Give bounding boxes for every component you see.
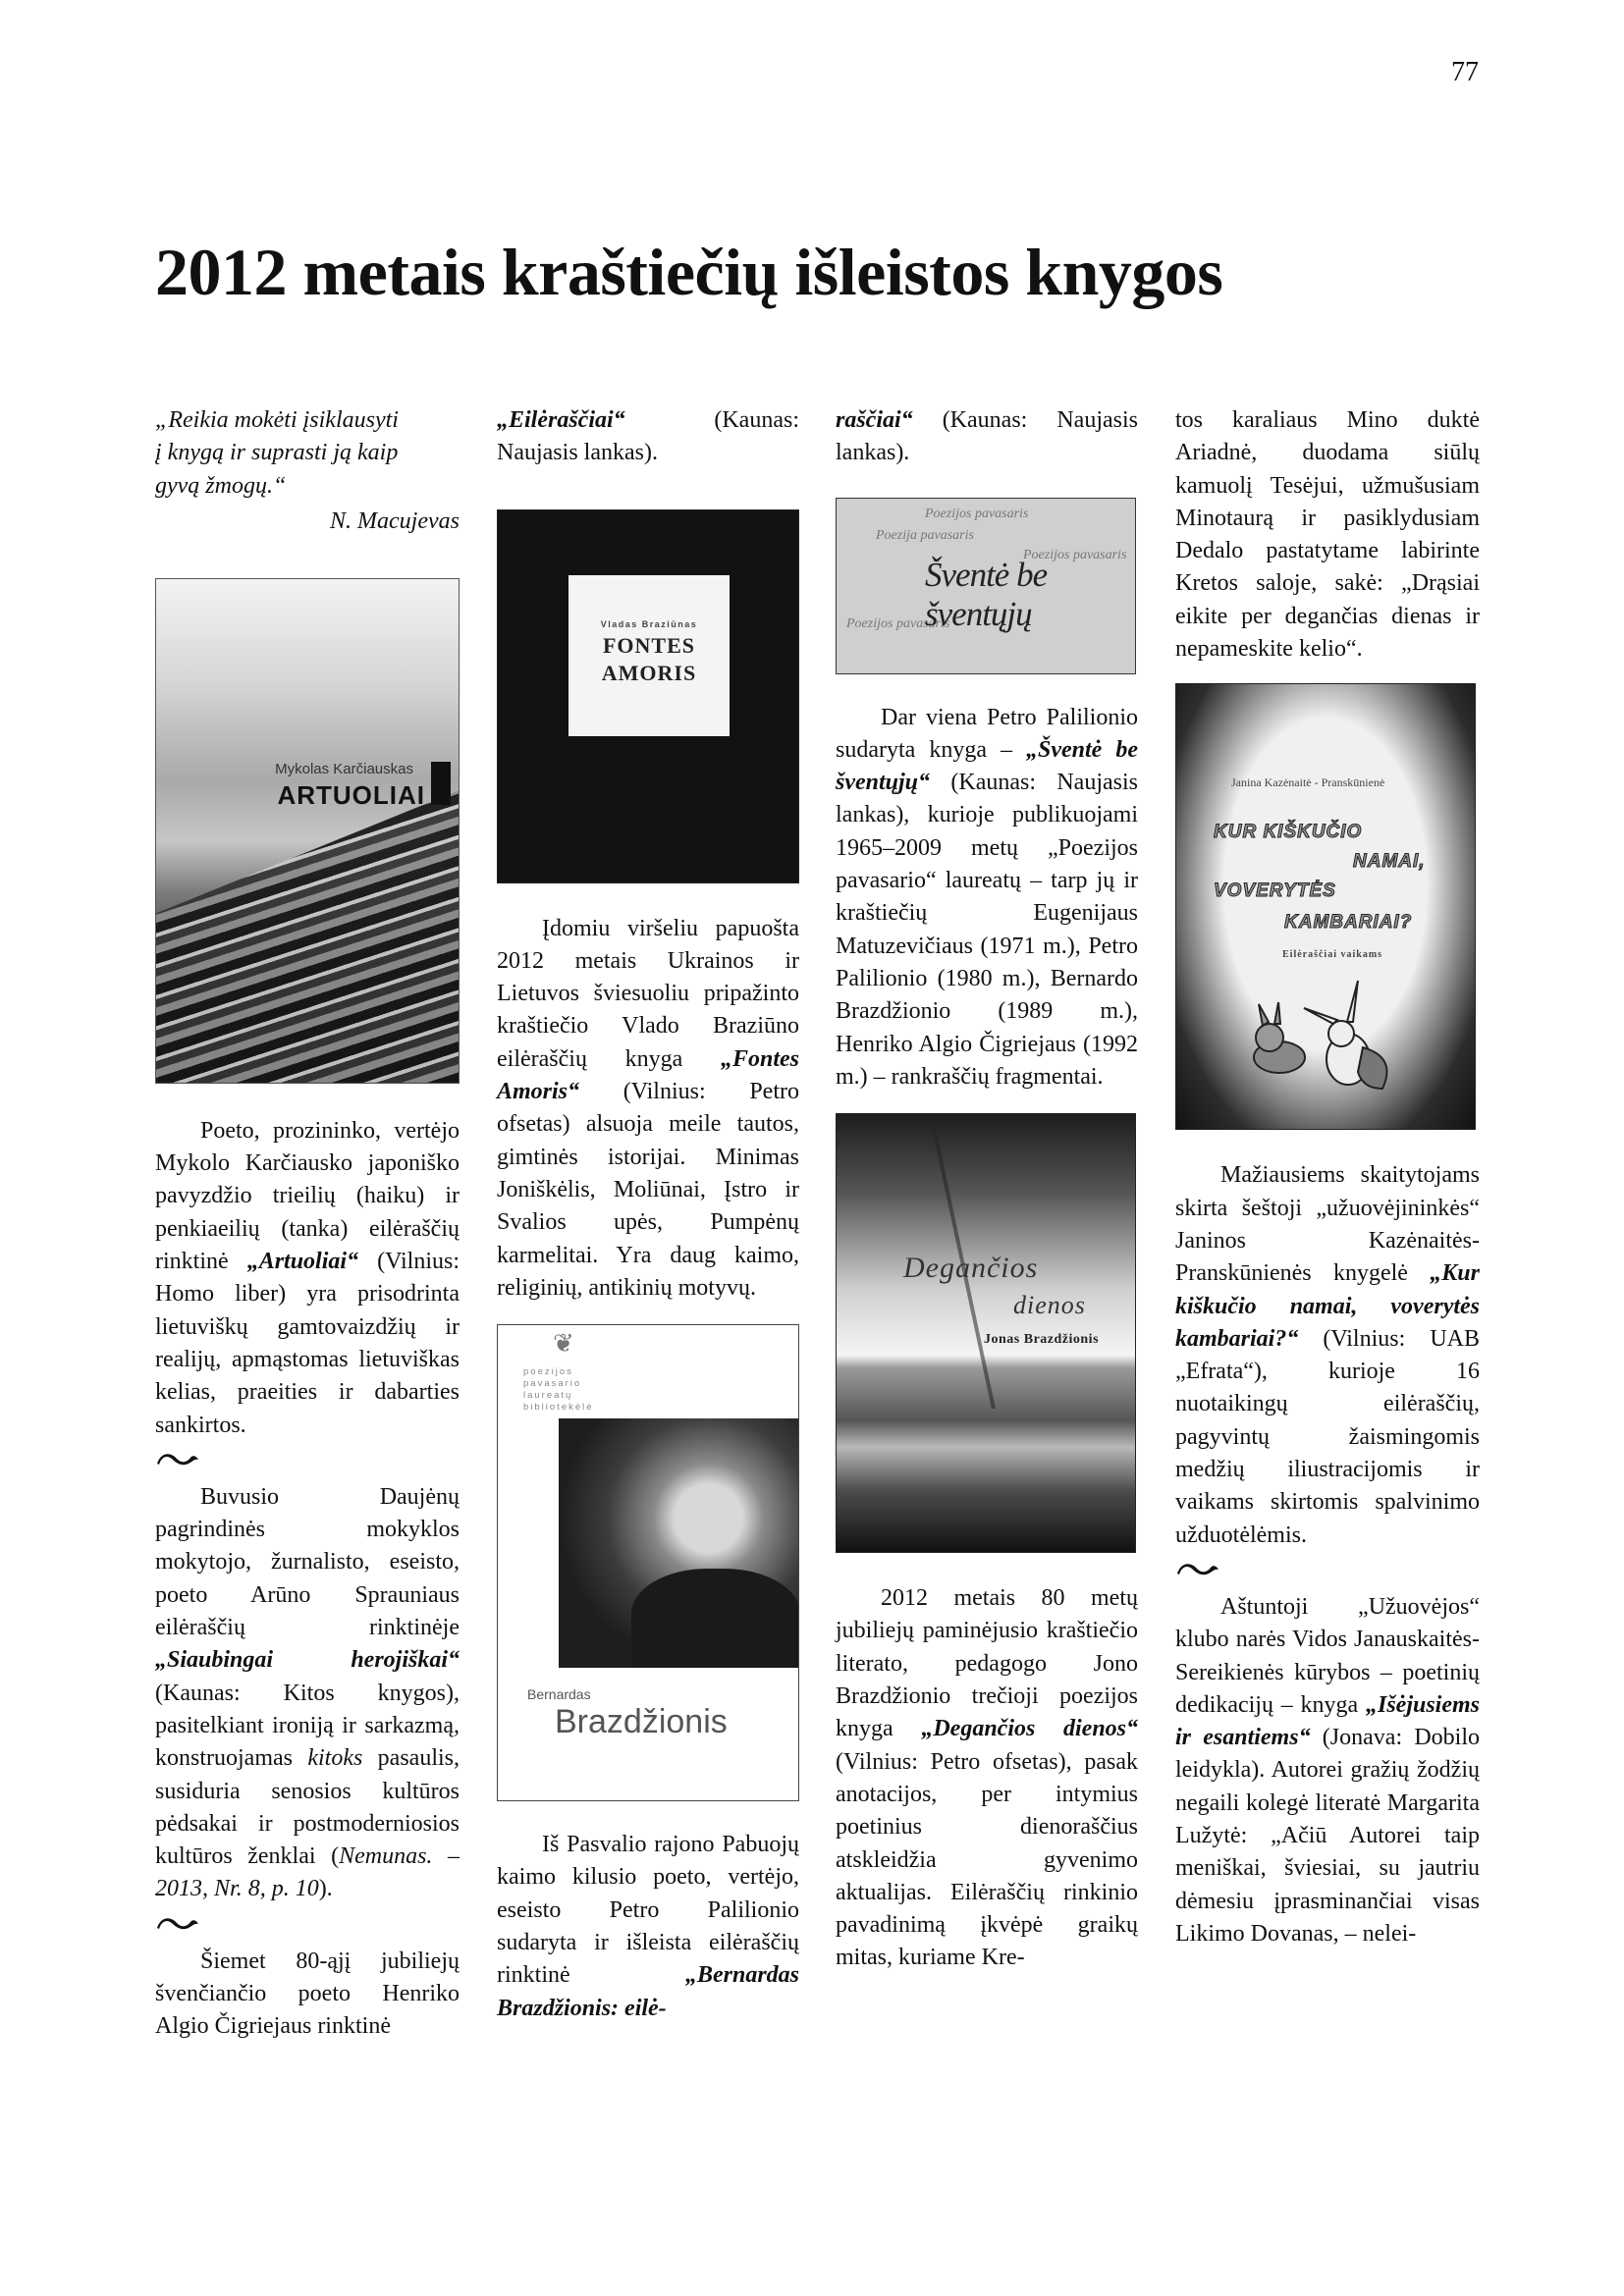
text: 2012 metais 80 metų jubiliejų paminėjusio kraštiečio literato, pedagogo Jono Brazdžionio trečioji poezijos knyga: [836, 1585, 1138, 1742]
book-title: „Išėjusiems ir esantiems“: [1175, 1691, 1480, 1751]
cover-label: [568, 575, 730, 736]
book-cover-kur-kiskucio-namai: [1175, 683, 1476, 1130]
text: Mažiausiems skaitytojams skirta šeštoji „užuovėjininkės“ Janinos Kazėnaitės-Pranskūnienės knygelė: [1175, 1162, 1480, 1287]
book-title: „Artuoliai“: [246, 1249, 359, 1275]
epigraph-author: N. Macujevas: [330, 507, 460, 534]
text: (Kaunas: Naujasis lankas).: [836, 407, 1138, 466]
article-artuoliai: [155, 1115, 460, 1442]
book-title: „Siaubingai herojiškai“: [155, 1647, 460, 1674]
cover-title: Degančios: [903, 1252, 1039, 1285]
source-citation: Nemunas. – 2013, Nr. 8, p. 10: [155, 1843, 460, 1902]
cover-title: AMORIS: [601, 660, 697, 685]
epigraph-line: į knygą ir suprasti ją kaip: [155, 440, 399, 466]
cover-subtitle: Eilėraščiai vaikams: [1282, 949, 1383, 961]
handwriting: Poezijos pavasaris: [1023, 547, 1127, 562]
text: (Vilnius: Petro ofsetas) alsuoja meile tautos, gimtinės istorijai. Minimas Joniškėlis, Moliūnai, Įstro ir Svalios upės, Pumpėnų karmelitai. Yra daug kaimo, religinių, antikinių motyvų.: [497, 1079, 799, 1301]
text: Poeto, prozininko, vertėjo Mykolo Karčiausko japoniško pavyzdžio trieilių (haiku) ir penkiaeilių (tanka) eilėraščių rinktinė: [155, 1117, 460, 1275]
book-cover-fontes-amoris: [497, 509, 799, 883]
page-title: 2012 metais kraštiečių išleistos knygos: [155, 235, 1223, 309]
article-siaubingai: [155, 1481, 460, 1906]
cover-last-name: Brazdžionis: [555, 1703, 728, 1741]
cover-title: VOVERYTĖS: [1214, 881, 1336, 902]
book-cover-bernardas-brazdzionis: [497, 1324, 799, 1801]
cover-title: Šventė be šventųjų: [925, 555, 1048, 633]
rabbit-and-squirrel-illustration: [1235, 979, 1402, 1096]
text: (Vilnius: UAB „Efrata“), kurioje 16 nuotaikingų eilėraščių, pagyvintų žaismingomis medžių iliustracijomis ir vaikams skirtomis spalvinimo užduotėlėmis.: [1175, 1325, 1480, 1548]
article-bernardas-start: [497, 1829, 799, 2025]
column-4: [1175, 404, 1480, 1950]
cover-title: ARTUOLIAI: [277, 779, 425, 810]
article-svente: [836, 702, 1138, 1095]
cover-title: dienos: [1013, 1291, 1086, 1320]
cover-title: KUR KIŠKUČIO: [1214, 822, 1363, 843]
epigraph-line: gyvą žmogų.“: [155, 472, 287, 499]
series-line: pavasario: [523, 1378, 582, 1390]
book-title: „Eilėraščiai“: [497, 407, 625, 433]
text: (Kaunas: Kitos knygos), pasitelkiant ironiją ir sarkazmą, konstruojamas: [155, 1680, 460, 1772]
book-title: „Kur kiškučio namai, voverytės kambariai?“: [1175, 1260, 1480, 1352]
cover-author: Vladas Braziūnas: [600, 618, 698, 629]
article-degancios-end: tos karaliaus Mino duktė Ariadnė, duodama siūlų kamuolį Tesėjui, užmušusiam Minotaurą ir pasiklydusiam Dedalo pastatytame labirinte Kretos saloje, sakė: „Drąsiai eikite per degančias dienas ir nepameskite kelio“.: [1175, 407, 1480, 663]
text: Šiemet 80-ąjį jubiliejų švenčiančio poeto Henriko Algio Čigriejaus rinktinė: [155, 1948, 460, 2040]
book-title-part: „Bernardas Brazdžionis: eilė-: [497, 1962, 799, 2021]
book-title: „Fontes Amoris“: [497, 1045, 799, 1105]
author-portrait-photo: [559, 1418, 799, 1668]
column-2: [497, 404, 799, 2025]
book-title-part: raščiai“: [836, 407, 913, 433]
handwriting: Poezijos pavasaris: [925, 506, 1029, 521]
epigraph-line: „Reikia mokėti įsiklausyti: [155, 407, 399, 433]
handwriting: Poezijos pavasaris: [846, 615, 950, 631]
article-isejusiems: [1175, 1591, 1480, 1950]
cover-title: FONTES: [602, 632, 696, 658]
text: (Jonava: Dobilo leidykla). Autorei gražių žodžių negaili kolegė literatė Margarita Lužytė: „Ačiū Autorei taip meniškai, šviesiai, su jautriu dėmesiu įprasminančiai visas Likimo Dovanas, – nelei-: [1175, 1725, 1480, 1947]
column-3: [836, 404, 1138, 1975]
text: Buvusio Daujėnų pagrindinės mokyklos mokytojo, žurnalisto, eseisto, poeto Arūno Sprauniaus eilėraščių rinktinėje: [155, 1483, 460, 1641]
cover-first-name: Bernardas: [527, 1686, 591, 1703]
cover-author: Mykolas Karčiauskas: [275, 760, 413, 777]
series-line: bibliotekėlė: [523, 1402, 594, 1414]
article-eilerasciai-end: [497, 404, 799, 470]
book-title: „Degančios dienos“: [921, 1716, 1138, 1742]
article-fontes-amoris: [497, 913, 799, 1306]
series-line: poezijos: [523, 1366, 573, 1378]
cross-icon: [431, 762, 451, 805]
handwriting: Poezija pavasaris: [876, 527, 974, 543]
book-title: „Šventė be šventųjų“: [836, 736, 1138, 796]
fleuron-icon: [155, 1912, 460, 1942]
column-1: [155, 404, 460, 2044]
article-bernardas-end: [836, 404, 1138, 470]
cover-title: NAMAI,: [1353, 851, 1426, 873]
leaf-logo-icon: ❦: [553, 1329, 574, 1359]
article-kur-kiskucio: [1175, 1159, 1480, 1552]
article-degancios: [836, 1582, 1138, 1975]
cover-series: [523, 1366, 594, 1414]
emphasis: kitoks: [307, 1745, 363, 1772]
fleuron-icon: [1175, 1558, 1480, 1587]
text: Aštuntoji „Užuovėjos“ klubo narės Vidos Janauskaitės-Sereikienės kūrybos – poetinių dedikacijų – knyga: [1175, 1593, 1480, 1718]
article-eilerasciai-start: [155, 1946, 460, 2044]
cover-title: KAMBARIAI?: [1284, 912, 1413, 934]
text: Įdomiu viršeliu papuošta 2012 metais Ukrainos ir Lietuvos šviesuoliu pripažinto kraštiečio Vlado Braziūno eilėraščių knyga: [497, 915, 799, 1072]
fleuron-icon: [155, 1448, 460, 1477]
text: (Vilnius: Homo liber) yra prisodrinta lietuviškų gamtovaizdžių ir realijų, apmąstomas lietuviškas kelias, praeities ir dabarties sankirtos.: [155, 1249, 460, 1438]
book-cover-degancios-dienos: [836, 1113, 1136, 1553]
text: (Kaunas: Naujasis lankas), kurioje publikuojami 1965–2009 metų „Poezijos pavasario“ laureatų – tarp jų ir kraštiečių Eugenijaus Matuzevičiaus (1971 m.), Petro Palilionio (1980 m.), Bernardo Brazdžionio (1989 m.), Henriko Algio Čigriejaus (1992 m.) – rankraščių fragmentai.: [836, 770, 1138, 1090]
text: Iš Pasvalio rajono Pabuojų kaimo kilusio poeto, vertėjo, eseisto Petro Palilionio sudaryta ir išleista eilėraščių rinktinė: [497, 1832, 799, 1989]
cover-author: Janina Kazėnaitė - Pranskūnienė: [1231, 775, 1385, 790]
series-line: laureatų: [523, 1390, 573, 1402]
text: (Vilnius: Petro ofsetas), pasak anotacijos, per intymius poetinius dienoraščius atskleidžia gyvenimo aktualijas. Eilėraščių rinkinio pavadinimą įkvėpė graikų mitas, kuriame Kre-: [836, 1748, 1138, 1971]
text: Dar viena Petro Palilionio sudaryta knyga –: [836, 704, 1138, 763]
cover-author: Jonas Brazdžionis: [984, 1332, 1100, 1348]
book-cover-artuoliai: [155, 578, 460, 1084]
cobblestone-street-image: [156, 790, 459, 1083]
text: pasaulis, susiduria senosios kultūros pėdsakai ir postmoderniosios kultūros ženklai (: [155, 1745, 460, 1870]
text: (Kaunas: Naujasis lankas).: [497, 407, 799, 466]
epigraph: [155, 404, 460, 503]
text: ).: [318, 1876, 333, 1902]
book-cover-svente-be-sventuju: [836, 498, 1136, 674]
page-number: 77: [1451, 57, 1479, 87]
